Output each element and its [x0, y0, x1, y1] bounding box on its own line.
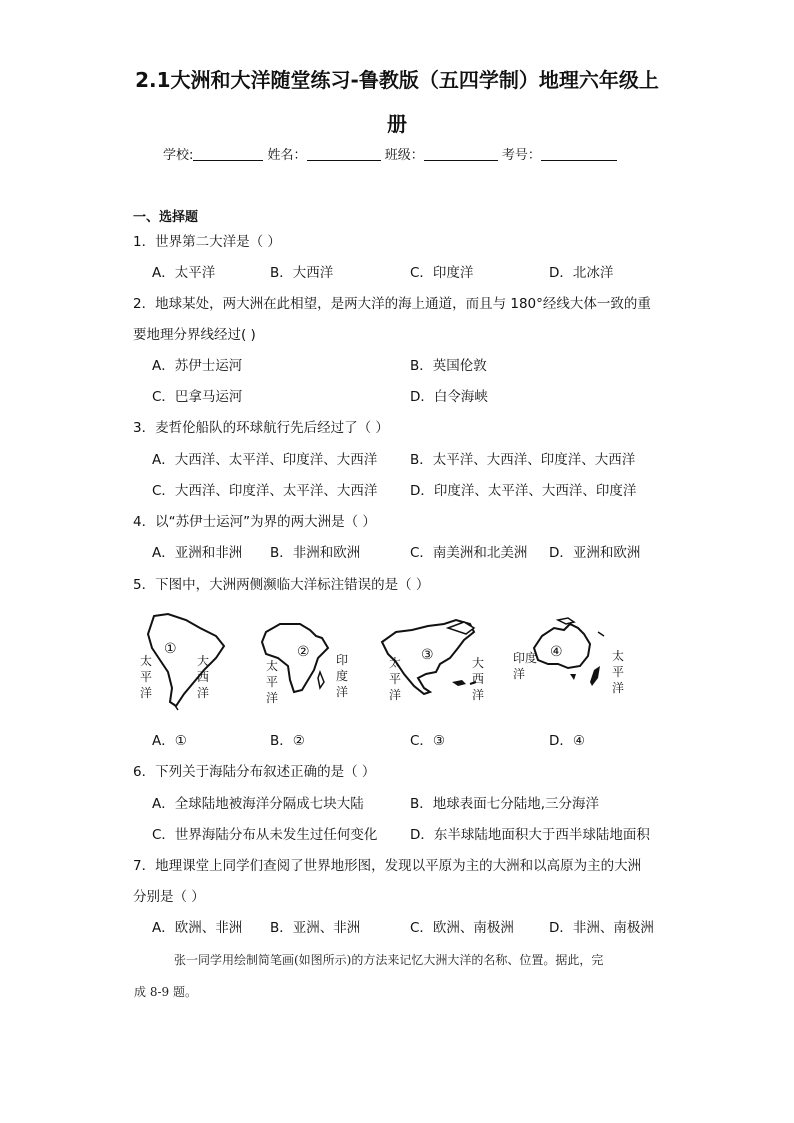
question-5: 5．下图中，大洲两侧濒临大洋标注错误的是（ ） — [133, 577, 430, 593]
q1-option-b[interactable]: B．大西洋 — [270, 265, 334, 281]
q3-option-c[interactable]: C．大西洋、印度洋、太平洋、大西洋 — [152, 483, 378, 499]
question-4: 4．以“苏伊士运河”为界的两大洲是（ ） — [133, 514, 376, 530]
q6-option-c[interactable]: C．世界海陆分布从未发生过任何变化 — [152, 827, 378, 843]
map-4-right-label: 太平洋 — [611, 649, 624, 695]
map-1-right-label: 大西洋 — [196, 654, 209, 700]
q5-option-d[interactable]: D．④ — [549, 733, 585, 749]
student-info-row — [163, 146, 617, 165]
passage-note-continued: 成 8-9 题。 — [134, 985, 197, 999]
question-3: 3．麦哲伦船队的环球航行先后经过了（ ） — [133, 420, 389, 436]
map-4-number: ④ — [550, 644, 563, 660]
map-3-left-label: 太平洋 — [388, 656, 401, 702]
question-6: 6．下列关于海陆分布叙述正确的是（ ） — [133, 764, 376, 780]
q4-option-c[interactable]: C．南美洲和北美洲 — [410, 545, 528, 561]
map-3-right-label: 大西洋 — [471, 656, 484, 702]
q1-option-d[interactable]: D．北冰洋 — [549, 265, 614, 281]
class-label: 班级： — [384, 148, 424, 163]
q4-option-d[interactable]: D．亚洲和欧洲 — [549, 545, 641, 561]
q7-option-d[interactable]: D．非洲、南极洲 — [549, 920, 654, 936]
section-heading: 一、选择题 — [133, 210, 199, 225]
map-2-number: ② — [297, 644, 310, 660]
q2-option-a[interactable]: A．苏伊士运河 — [152, 358, 243, 374]
map-3-number: ③ — [421, 647, 434, 663]
q1-option-a[interactable]: A．太平洋 — [152, 265, 216, 281]
q5-option-a[interactable]: A．① — [152, 733, 187, 749]
map-2-right-label: 印度洋 — [335, 653, 348, 699]
page-title: 2.1大洲和大洋随堂练习-鲁教版（五四学制）地理六年级上 — [135, 68, 659, 92]
map-1-number: ① — [164, 641, 177, 657]
map-4-left-label: 印度洋 — [513, 651, 538, 681]
q4-option-b[interactable]: B．非洲和欧洲 — [270, 545, 361, 561]
q2-option-d[interactable]: D．白令海峡 — [410, 389, 488, 405]
q5-option-b[interactable]: B．② — [270, 733, 305, 749]
page-title-continued: 册 — [387, 112, 407, 136]
q4-option-a[interactable]: A．亚洲和非洲 — [152, 545, 243, 561]
map-2-left-label: 太平洋 — [265, 659, 278, 705]
q7-option-b[interactable]: B．亚洲、非洲 — [270, 920, 361, 936]
number-label: 考号： — [501, 148, 541, 163]
school-field[interactable] — [193, 146, 263, 161]
number-field[interactable] — [541, 146, 617, 161]
q5-option-c[interactable]: C．③ — [410, 733, 446, 749]
class-field[interactable] — [424, 146, 498, 161]
q7-option-a[interactable]: A．欧洲、非洲 — [152, 920, 243, 936]
q3-option-d[interactable]: D．印度洋、太平洋、大西洋、印度洋 — [410, 483, 637, 499]
q3-option-a[interactable]: A．大西洋、太平洋、印度洋、大西洋 — [152, 452, 378, 468]
question-2-continued: 要地理分界线经过( ) — [133, 327, 256, 343]
question-2: 2．地球某处，两大洲在此相望，是两大洋的海上通道，而且与 180°经线大体一致的重 — [133, 296, 651, 312]
q3-option-b[interactable]: B．太平洋、大西洋、印度洋、大西洋 — [410, 452, 636, 468]
q6-option-d[interactable]: D．东半球陆地面积大于西半球陆地面积 — [410, 827, 650, 843]
name-label: 姓名： — [267, 148, 307, 163]
passage-note: 张一同学用绘制简笔画(如图所示)的方法来记忆大洲大洋的名称、位置。据此，完 — [174, 953, 604, 967]
school-label: 学校: — [163, 148, 194, 163]
q1-option-c[interactable]: C．印度洋 — [410, 265, 474, 281]
q2-option-c[interactable]: C．巴拿马运河 — [152, 389, 243, 405]
q6-option-b[interactable]: B．地球表面七分陆地,三分海洋 — [410, 796, 600, 812]
name-field[interactable] — [307, 146, 381, 161]
question-7: 7．地理课堂上同学们查阅了世界地形图，发现以平原为主的大洲和以高原为主的大洲 — [133, 858, 642, 874]
q2-option-b[interactable]: B．英国伦敦 — [410, 358, 487, 374]
q6-option-a[interactable]: A．全球陆地被海洋分隔成七块大陆 — [152, 796, 364, 812]
question-1: 1．世界第二大洋是（ ） — [133, 234, 281, 250]
map-1-left-label: 太平洋 — [139, 654, 152, 700]
question-7-continued: 分别是（ ） — [133, 889, 205, 905]
q7-option-c[interactable]: C．欧洲、南极洲 — [410, 920, 514, 936]
